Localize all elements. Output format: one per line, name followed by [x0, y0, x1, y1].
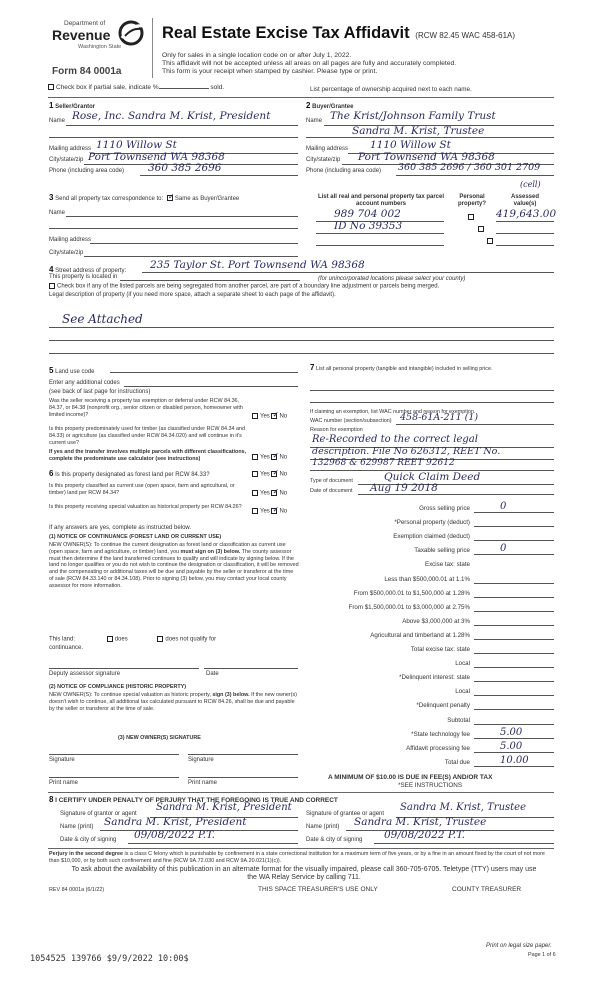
- continuance-label: continuance.: [49, 645, 84, 651]
- see-instructions-note: *SEE INSTRUCTIONS: [398, 782, 463, 789]
- rate-tier-4-label: Above $3,000,000 at 3%: [402, 617, 470, 625]
- rate-tier-5-label: Agricultural and timberland at 1.28%: [370, 631, 470, 639]
- wac-number[interactable]: 458-61A-211 (1): [400, 412, 479, 423]
- rate-tier-5-field[interactable]: [474, 639, 554, 640]
- current-use-yes-checkbox[interactable]: [252, 490, 258, 496]
- local-tax-label: Local: [455, 660, 470, 668]
- grantee-name[interactable]: Sandra M. Krist, Trustee: [354, 816, 487, 828]
- owner-sig-label-1: Signature: [49, 757, 75, 763]
- segregated-row: Check box if any of the listed parcels are being segregated from another parcel, are part of a boundary line adjustment or parcels being merged.: [49, 283, 439, 291]
- timber-question: Is this property predominately used for timber (as classified under RCW 84.34 and 84.33) or agriculture (as classified under RCW 84.34.020) and will continue in it's current use?: [49, 426, 245, 446]
- current-use-no-checkbox[interactable]: [271, 490, 277, 496]
- reason-line-2[interactable]: description. File No 626312, REET No.: [312, 446, 501, 457]
- buyer-name-2[interactable]: Sandra M. Krist, Trustee: [352, 125, 485, 137]
- deputy-sig-label: Deputy assessor signature: [49, 671, 121, 677]
- corr-mailing-label: Mailing address: [49, 237, 92, 243]
- header-note-3: This form is your receipt when stamped by cashier. Please type or print.: [162, 68, 378, 75]
- taxable-selling-price-value[interactable]: 0: [500, 543, 507, 555]
- notice-compliance-title: (2) NOTICE OF COMPLIANCE (HISTORIC PROPERTY): [49, 684, 187, 690]
- additional-codes-label: Enter any additional codes: [49, 380, 120, 386]
- forest-heading: 6 Is this property designated as forest land per RCW 84.33?: [49, 469, 210, 478]
- buyer-name-1[interactable]: The Krist/Johnson Family Trust: [330, 110, 496, 122]
- gross-selling-price-field[interactable]: [474, 512, 554, 513]
- grantee-name-label: Name (print): [306, 824, 340, 830]
- swoosh-logo-icon: [116, 20, 146, 46]
- rate-tier-2-label: From $500,000.01 to $1,500,000 at 1.28%: [353, 589, 470, 597]
- unincorporated-note: (for unincorporated locations please select your county): [318, 276, 466, 282]
- seller-name[interactable]: Rose, Inc. Sandra M. Krist, President: [72, 110, 271, 122]
- forest-no-checkbox[interactable]: [271, 471, 277, 477]
- buyer-phone-label: Phone (including area code): [306, 168, 382, 174]
- exemption-claim-label: If claiming an exemption, list WAC number and reason for exemption.: [310, 409, 476, 415]
- seller-phone-label: Phone (including area code): [49, 168, 125, 174]
- seller-mailing-label: Mailing address: [49, 146, 92, 152]
- property-address-label: 4 Street address of property:: [49, 265, 127, 274]
- buyer-mailing[interactable]: 1110 Willow St: [370, 139, 451, 151]
- affidavit-processing-fee-label: Affidavit processing fee: [406, 744, 470, 752]
- owner-print-label-1: Print name: [49, 780, 79, 786]
- excise-tax-state-label: Excise tax: state: [424, 561, 470, 569]
- forest-yes-no: Yes ✓ No: [252, 471, 287, 479]
- grantor-sig-label: Signature of grantor or agent: [60, 811, 137, 817]
- this-land-row: This land: does does not qualify for: [49, 636, 217, 643]
- gross-selling-price-label: Gross selling price: [419, 505, 470, 512]
- buyer-city-label: City/state/zip: [306, 157, 341, 163]
- if-yes-note: If any answers are yes, complete as instructed below.: [49, 525, 192, 531]
- seller-mailing[interactable]: 1110 Willow St: [96, 139, 177, 151]
- doc-type-label: Type of document: [310, 478, 353, 484]
- buyer-city[interactable]: Port Townsend WA 98368: [358, 151, 495, 163]
- subtotal-field[interactable]: [474, 724, 554, 725]
- affidavit-processing-fee-value[interactable]: 5.00: [500, 740, 523, 752]
- grantee-sig-label: Signature of grantee or agent: [306, 811, 385, 817]
- total-excise-state-label: Total excise tax: state: [410, 646, 470, 653]
- recording-stamp: 1054525 139766 $9/9/2022 10:00$: [30, 954, 189, 964]
- legal-desc-label: Legal description of property (if you need more space, attach a separate sheet to each page of the affidavit).: [49, 292, 336, 298]
- doc-type[interactable]: Quick Claim Deed: [384, 471, 481, 483]
- assessed-value-1[interactable]: 419,643.00: [496, 208, 557, 220]
- header-note-2: This affidavit will not be accepted unless all areas on all pages are fully and accurately completed.: [162, 60, 457, 67]
- buyer-name-label: Name: [306, 118, 323, 124]
- state-technology-fee-label: *State technology fee: [411, 730, 470, 738]
- subtotal-label: Subtotal: [447, 716, 470, 724]
- rate-tier-1-field[interactable]: [474, 583, 554, 584]
- owner-print-label-2: Print name: [188, 780, 218, 786]
- minimum-due-note: A MINIMUM OF $10.00 IS DUE IN FEE(S) AND/OR TAX: [328, 774, 493, 781]
- county-treasurer-label: COUNTY TREASURER: [452, 886, 522, 893]
- treasurer-use-label: THIS SPACE TREASURER'S USE ONLY: [258, 886, 378, 893]
- corr-city-label: City/state/zip: [49, 250, 84, 256]
- notice-continuance-title: (1) NOTICE OF CONTINUANCE (FOREST LAND OR CURRENT USE): [49, 534, 222, 540]
- buyer-phone[interactable]: 360 385 2696 / 360 301 2709: [398, 162, 541, 173]
- legal-description[interactable]: See Attached: [62, 312, 143, 326]
- reason-line-3[interactable]: 132968 & 629987 REET 92612: [312, 458, 455, 468]
- deputy-date-label: Date: [206, 671, 219, 677]
- rate-tier-2-field[interactable]: [474, 597, 554, 598]
- form-number: Form 84 0001a: [52, 66, 122, 77]
- rate-tier-1-label: Less than $500,000.01 at 1.1%: [384, 575, 470, 583]
- legal-paper-note: Print on legal size paper.: [486, 943, 552, 949]
- delinquent-penalty-field[interactable]: [474, 709, 554, 710]
- personal-prop-checkbox-3[interactable]: [487, 238, 493, 244]
- taxable-selling-price-label: Taxable selling price: [414, 547, 470, 555]
- state-technology-fee-value[interactable]: 5.00: [500, 726, 523, 738]
- land-does-not-checkbox[interactable]: [157, 636, 163, 642]
- revision-label: REV 84 0001a (6/1/22): [49, 887, 105, 893]
- page-number: Page 1 of 6: [528, 952, 556, 958]
- same-as-buyer-checkbox[interactable]: [167, 195, 173, 201]
- delinquent-interest-state-label: *Delinquent interest: state: [399, 674, 470, 682]
- grantee-date[interactable]: 09/08/2022 P.T.: [384, 829, 465, 841]
- parcel-2[interactable]: ID No 39353: [334, 220, 403, 232]
- dept-of-label: Department of: [64, 20, 106, 27]
- exemption-yes-no: Yes ✓ No: [252, 413, 287, 421]
- exemption-claimed-label: Exemption claimed (deduct): [393, 533, 470, 541]
- timber-no-checkbox[interactable]: [271, 454, 277, 460]
- land-use-label: 5 Land use code: [49, 366, 95, 375]
- exemption-claimed-field[interactable]: [474, 540, 554, 541]
- grantee-signature[interactable]: Sandra M. Krist, Trustee: [400, 802, 527, 813]
- owner-sig-label-2: Signature: [188, 757, 214, 763]
- corr-name-label: Name: [49, 210, 66, 216]
- ownership-note: List percentage of ownership acquired next to each name.: [310, 86, 472, 93]
- delinquent-interest-local-field[interactable]: [474, 695, 554, 696]
- rate-tier-3-field[interactable]: [474, 611, 554, 612]
- doc-date-label: Date of document: [310, 488, 353, 494]
- historic-no-checkbox[interactable]: [271, 508, 277, 514]
- total-due-value[interactable]: 10.00: [500, 754, 529, 766]
- notice-continuance-body: NEW OWNER(S): To continue the current designation as forest land or classification as current use (open space, farm and agriculture, or timber) land, you must sign on (3) below. The county assessor must then determine if the land transferred continues to qualify and will indicate by signing below. If the land no longer qualifies or you do not wish to continue the designation or classification, it will be removed and the compensating or additional taxes will be due and payable by the seller or transferor at the time of sale (RCW 84.33.140 or 84.34.108). Prior to signing (3) below, you may contact your local county assessor for more information.: [49, 542, 299, 589]
- personal-property-deduct-field[interactable]: [474, 526, 554, 527]
- personal-property-header: Personal property?: [457, 194, 486, 208]
- property-address[interactable]: 235 Taylor St. Port Townsend WA 98368: [150, 259, 365, 271]
- buyer-mailing-label: Mailing address: [306, 146, 349, 152]
- exemption-no-checkbox[interactable]: [271, 413, 277, 419]
- gross-selling-price-value[interactable]: 0: [500, 501, 507, 512]
- buyer-heading: 2 Buyer/Grantee: [306, 101, 354, 110]
- historic-yes-checkbox[interactable]: [252, 508, 258, 514]
- seller-city-label: City/state/zip: [49, 157, 84, 163]
- partial-sale-checkbox[interactable]: [48, 84, 54, 90]
- partial-sale-row: Check box if partial sale, indicate % sold.: [48, 84, 224, 92]
- total-excise-state-field[interactable]: [474, 653, 554, 654]
- personal-property-deduct-label: *Personal property (deduct): [394, 519, 470, 527]
- taxable-selling-price-field[interactable]: [474, 554, 554, 555]
- notice-compliance-body: NEW OWNER(S): To continue special valuation as historic property, sign (3) below. If the new owner(s) doesn't wish to continue, all additional tax calculated pursuant to RCW 84.26, shall be due and payable by the seller or transferor at the time of sale.: [49, 692, 297, 712]
- dor-logo: [48, 18, 152, 58]
- located-in-label: This property is located in: [49, 274, 118, 280]
- land-does-checkbox[interactable]: [107, 636, 113, 642]
- delinquent-interest-local-label: Local: [455, 688, 470, 696]
- form-title: Real Estate Excise Tax Affidavit (RCW 82.45 WAC 458-61A): [162, 24, 516, 42]
- grantor-name[interactable]: Sandra M. Krist, President: [104, 816, 247, 828]
- grantor-date[interactable]: 09/08/2022 P.T.: [134, 829, 215, 841]
- buyer-phone-note: (cell): [520, 180, 541, 189]
- perjury-notice: Perjury in the second degree is a class C felony which is punishable by confinement in a state correctional institution for a maximum term of five years, or by a fine in an amount fixed by the court of not more than $10,000, or by both such confinement and fine (RCW 9A.72.030 and RCW 9A.20.021(1)(c)).: [49, 851, 545, 864]
- seller-city[interactable]: Port Townsend WA 98368: [88, 151, 225, 163]
- grantor-name-label: Name (print): [60, 824, 94, 830]
- historic-yes-no: Yes ✓ No: [252, 508, 287, 516]
- parcel-1[interactable]: 989 704 002: [334, 208, 401, 220]
- personal-prop-checkbox-1[interactable]: [468, 214, 474, 220]
- wac-label: WAC number (section/subsection): [310, 418, 392, 424]
- state-label: Washington State: [78, 44, 122, 50]
- local-tax-field[interactable]: [474, 667, 554, 668]
- revenue-label: Revenue: [52, 27, 111, 43]
- assessed-value-header: Assessed value(s): [510, 194, 540, 208]
- grantor-signature[interactable]: Sandra M. Krist, President: [156, 802, 292, 813]
- timber-yes-checkbox[interactable]: [252, 454, 258, 460]
- rate-tier-4-field[interactable]: [474, 625, 554, 626]
- reason-label: Reason for exemption: [310, 427, 363, 433]
- timber-calculator-note: If yes and the transfer involves multiple parcels with different classifications, complete the predominate use calculator (see instructions): [49, 449, 247, 462]
- timber-yes-no: Yes ✓ No: [252, 454, 287, 462]
- exemption-question: Was the seller receiving a property tax exemption or deferral under RCW 84.36, 84.37, or 84.38 (nonprofit org., senior citizen or disabled person, homeowner with limited income)?: [49, 398, 243, 418]
- current-use-question: Is this property classified as current use (open space, farm and agricultural, or timber) land per RCW 84.34?: [49, 483, 235, 496]
- forest-yes-checkbox[interactable]: [252, 471, 258, 477]
- seller-heading: 1 Seller/Grantor: [49, 101, 96, 110]
- current-use-yes-no: Yes ✓ No: [252, 490, 287, 498]
- personal-prop-checkbox-2[interactable]: [478, 226, 484, 232]
- delinquent-interest-state-field[interactable]: [474, 681, 554, 682]
- segregated-checkbox[interactable]: [49, 283, 55, 289]
- personal-property-heading: 7 List all personal property (tangible and intangible) included in selling price.: [310, 363, 493, 372]
- historic-question: Is this property receiving special valuation as historical property per RCW 84.26?: [49, 504, 242, 510]
- delinquent-penalty-label: *Delinquent penalty: [416, 702, 470, 710]
- rate-tier-3-label: From $1,500,000.01 to $3,000,000 at 2.75%: [348, 603, 470, 611]
- parcel-list-header: List all real and personal property tax parcel account numbers: [317, 194, 445, 208]
- grantee-date-label: Date & city of signing: [306, 837, 363, 843]
- certify-heading: 8 I CERTIFY UNDER PENALTY OF PERJURY THAT THE FOREGOING IS TRUE AND CORRECT: [49, 795, 338, 804]
- seller-phone[interactable]: 360 385 2696: [148, 162, 222, 174]
- see-back-label: (see back of last page for instructions): [49, 389, 151, 395]
- seller-name-label: Name: [49, 118, 66, 124]
- doc-date[interactable]: Aug 19 2018: [370, 482, 438, 494]
- new-owner-sig-title: (3) NEW OWNER(S) SIGNATURE: [118, 735, 201, 741]
- correspondence-heading: 3 Send all property tax correspondence to: ✓ Same as Buyer/Grantee: [49, 193, 239, 203]
- reason-line-1[interactable]: Re-Recorded to the correct legal: [312, 434, 478, 445]
- exemption-yes-checkbox[interactable]: [252, 413, 258, 419]
- alt-format-notice: To ask about the availability of this publication in an alternate format for the visually impaired, please call 360-705-6705. Teletype (TTY) users may use the WA Relay Service by calling 711.: [71, 866, 537, 882]
- total-due-label: Total due: [444, 758, 470, 766]
- header-note-1: Only for sales in a single location code on or after July 1, 2022.: [162, 52, 352, 59]
- grantor-date-label: Date & city of signing: [60, 837, 117, 843]
